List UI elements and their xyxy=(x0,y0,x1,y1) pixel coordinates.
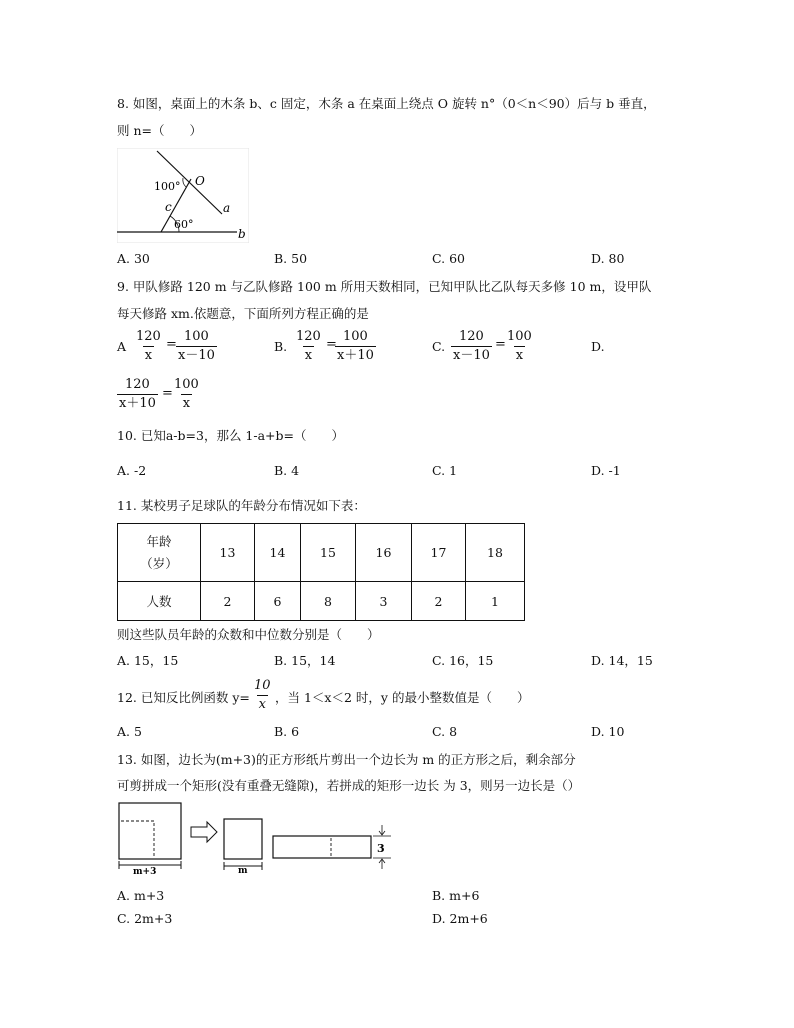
small-square xyxy=(224,819,262,859)
q10-option-b[interactable]: B. 4 xyxy=(274,463,300,478)
q10-option-c[interactable]: C. 1 xyxy=(432,463,458,478)
label-100: 100° xyxy=(154,180,181,193)
q8-option-a[interactable]: A. 30 xyxy=(117,251,150,266)
label-3: 3 xyxy=(377,842,385,855)
fraction-denominator: x xyxy=(304,348,313,363)
label-b: b xyxy=(238,227,246,241)
q13-option-a[interactable]: A. m+3 xyxy=(117,888,165,903)
age-distribution-table xyxy=(117,523,525,621)
q8-option-d[interactable]: D. 80 xyxy=(591,251,625,266)
q9-stem-line2: 每天修路 xm.依题意，下面所列方程正确的是 xyxy=(117,306,369,321)
count-cell: 2 xyxy=(201,582,255,621)
fraction-numerator: 100 xyxy=(174,377,199,392)
q13-option-d[interactable]: D. 2m+6 xyxy=(432,911,488,926)
count-cell: 3 xyxy=(356,582,412,621)
equals-sign: = xyxy=(166,337,177,352)
q13-option-c[interactable]: C. 2m+3 xyxy=(117,911,173,926)
q9-option-b-right-fraction xyxy=(335,329,376,364)
q12-stem-post: ，当 1＜x＜2 时，y 的最小整数值是（ ） xyxy=(275,690,530,705)
fraction-denominator: x－10 xyxy=(178,348,215,363)
q9-option-a-right-fraction xyxy=(176,329,217,364)
q11-question: 则这些队员年龄的众数和中位数分别是（ ） xyxy=(117,627,380,642)
q8-stem-line2: 则 n=（ ） xyxy=(117,123,202,138)
header-count-label: 人数 xyxy=(118,582,201,621)
equals-sign: = xyxy=(495,337,506,352)
fraction-denominator: x xyxy=(182,396,191,411)
age-cell: 13 xyxy=(201,524,255,582)
age-cell: 18 xyxy=(466,524,525,582)
fraction-numerator: 120 xyxy=(136,329,161,344)
q9-option-b-letter[interactable]: B. xyxy=(274,339,288,354)
q11-stem: 11. 某校男子足球队的年龄分布情况如下表： xyxy=(117,498,366,513)
q11-option-d[interactable]: D. 14，15 xyxy=(591,653,653,668)
q10-option-d[interactable]: D. -1 xyxy=(591,463,621,478)
q9-option-a-left-fraction xyxy=(134,329,163,364)
q9-option-c-left-fraction xyxy=(451,329,492,364)
count-cell: 8 xyxy=(301,582,356,621)
age-cell: 14 xyxy=(255,524,301,582)
table-row-ages xyxy=(118,524,525,582)
age-cell: 17 xyxy=(412,524,466,582)
q8-option-c[interactable]: C. 60 xyxy=(432,251,465,266)
q12-fraction xyxy=(252,678,273,713)
result-rectangle xyxy=(273,836,371,858)
arrow-right-icon xyxy=(191,822,217,842)
q9-option-c-letter[interactable]: C. xyxy=(432,339,446,354)
fraction-numerator: 10 xyxy=(254,678,271,693)
label-60: 60° xyxy=(174,218,194,231)
q9-stem-line1: 9. 甲队修路 120 m 与乙队修路 100 m 所用天数相同，已知甲队比乙队每天多修 10 m，设甲队 xyxy=(117,279,652,294)
q11-option-c[interactable]: C. 16，15 xyxy=(432,653,494,668)
table-row-counts xyxy=(118,582,525,621)
count-cell: 1 xyxy=(466,582,525,621)
q11-option-a[interactable]: A. 15，15 xyxy=(117,653,179,668)
label-c: c xyxy=(165,200,172,214)
count-cell: 2 xyxy=(412,582,466,621)
q12-option-c[interactable]: C. 8 xyxy=(432,724,458,739)
q10-option-a[interactable]: A. -2 xyxy=(117,463,147,478)
fraction-denominator: x xyxy=(258,697,266,712)
count-cell: 6 xyxy=(255,582,301,621)
equals-sign: = xyxy=(326,337,337,352)
q9-option-d-letter[interactable]: D. xyxy=(591,339,605,354)
fraction-numerator: 100 xyxy=(343,329,368,344)
q13-stem-line2: 可剪拼成一个矩形(没有重叠无缝隙)，若拼成的矩形一边长 为 3，则另一边长是（） xyxy=(117,778,581,793)
q12-option-d[interactable]: D. 10 xyxy=(591,724,625,739)
q8-figure xyxy=(117,148,249,243)
q8-stem-line1: 8. 如图，桌面上的木条 b、c 固定，木条 a 在桌面上绕点 O 旋转 n°（0＜n＜90）后与 b 垂直， xyxy=(117,96,656,111)
big-square xyxy=(119,803,181,859)
equals-sign: = xyxy=(162,386,173,401)
label-O: O xyxy=(195,174,205,188)
q13-option-b[interactable]: B. m+6 xyxy=(432,888,480,903)
label-m: m xyxy=(238,866,248,876)
q12-option-a[interactable]: A. 5 xyxy=(117,724,142,739)
header-age-label xyxy=(118,524,201,582)
age-cell: 15 xyxy=(301,524,356,582)
fraction-denominator: x xyxy=(144,348,153,363)
q9-option-d-right-fraction xyxy=(172,377,201,412)
q12-stem-pre: 12. 已知反比例函数 y= xyxy=(117,690,250,705)
q9-option-c-right-fraction xyxy=(505,329,534,364)
q11-option-b[interactable]: B. 15，14 xyxy=(274,653,336,668)
q9-option-d-left-fraction xyxy=(117,377,158,412)
q12-option-b[interactable]: B. 6 xyxy=(274,724,300,739)
fraction-denominator: x－10 xyxy=(453,348,490,363)
fraction-numerator: 120 xyxy=(296,329,321,344)
q8-option-b[interactable]: B. 50 xyxy=(274,251,308,266)
header-age-label-line1: 年龄 xyxy=(146,533,172,549)
q13-stem-line1: 13. 如图，边长为(m+3)的正方形纸片剪出一个边长为 m 的正方形之后，剩余部分 xyxy=(117,752,576,767)
q13-figure xyxy=(117,801,397,881)
q9-option-b-left-fraction xyxy=(294,329,323,364)
fraction-denominator: x＋10 xyxy=(337,348,374,363)
header-age-label-line2: （岁） xyxy=(140,555,178,571)
age-cell: 16 xyxy=(356,524,412,582)
inner-square-cut xyxy=(121,821,154,857)
fraction-numerator: 100 xyxy=(507,329,532,344)
fraction-numerator: 100 xyxy=(184,329,209,344)
fraction-denominator: x＋10 xyxy=(119,396,156,411)
fraction-numerator: 120 xyxy=(125,377,150,392)
q10-stem: 10. 已知a-b=3，那么 1-a+b=（ ） xyxy=(117,428,345,443)
label-a: a xyxy=(223,201,231,215)
label-m-plus-3: m+3 xyxy=(133,867,157,877)
q9-option-a-letter[interactable]: A xyxy=(117,339,127,354)
fraction-numerator: 120 xyxy=(459,329,484,344)
fraction-denominator: x xyxy=(515,348,524,363)
